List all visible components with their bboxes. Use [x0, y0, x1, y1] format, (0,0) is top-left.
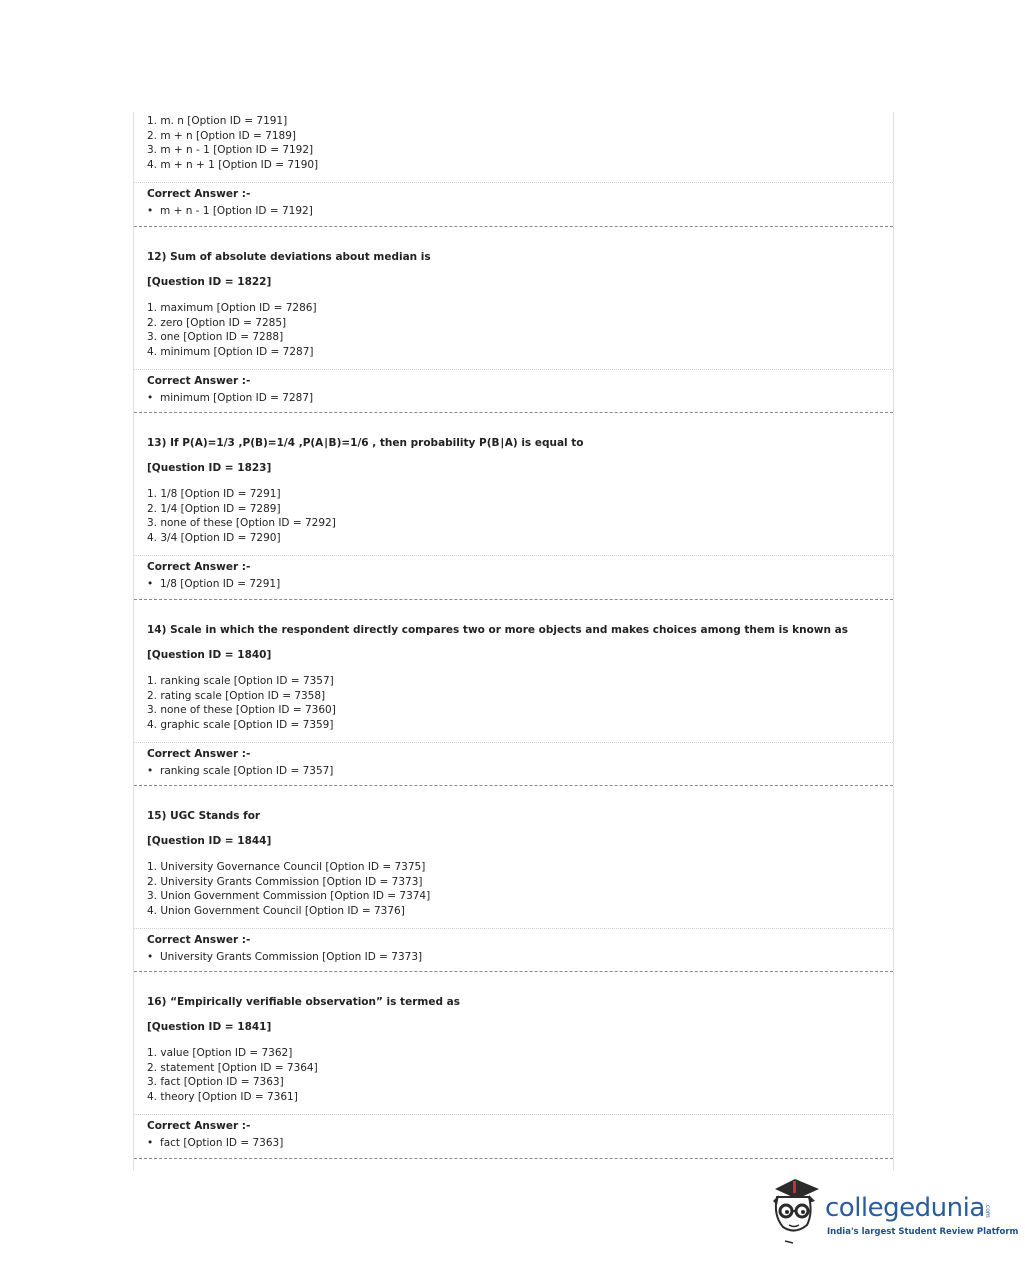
option: 1. m. n [Option ID = 7191]	[147, 115, 288, 127]
option: 2. m + n [Option ID = 7189]	[147, 129, 296, 142]
correct-answer-label: Correct Answer :-	[147, 1120, 251, 1132]
question-title: 12) Sum of absolute deviations about median is	[147, 251, 431, 263]
option: 3. Union Government Commission [Option ID = 7374]	[147, 890, 431, 903]
option-list	[147, 114, 318, 172]
option: 2. zero [Option ID = 7285]	[147, 316, 287, 329]
option: 1. maximum [Option ID = 7286]	[147, 302, 317, 314]
question-title: 16) “Empirically verifiable observation” is termed as	[147, 996, 460, 1008]
correct-answer-value	[147, 205, 313, 217]
question-separator	[134, 412, 893, 413]
bullet: •	[147, 392, 154, 404]
correct-answer-label: Correct Answer :-	[147, 561, 251, 573]
correct-answer-value	[147, 765, 333, 777]
option-list	[147, 487, 336, 545]
question-id: [Question ID = 1844]	[147, 835, 272, 847]
option: 1. value [Option ID = 7362]	[147, 1047, 293, 1059]
question-separator	[134, 599, 893, 600]
correct-answer-value	[147, 951, 422, 963]
correct-answer-label: Correct Answer :-	[147, 188, 251, 200]
bullet: •	[147, 578, 154, 590]
section-divider	[134, 742, 893, 743]
question-id: [Question ID = 1822]	[147, 276, 272, 288]
option: 4. graphic scale [Option ID = 7359]	[147, 718, 334, 731]
correct-answer-text: University Grants Commission [Option ID = 7373]	[160, 951, 423, 963]
question-separator	[134, 226, 893, 227]
bullet: •	[147, 765, 154, 777]
option: 1. University Governance Council [Option ID = 7375]	[147, 861, 426, 873]
option: 2. University Grants Commission [Option ID = 7373]	[147, 875, 423, 888]
correct-answer-text: minimum [Option ID = 7287]	[160, 392, 314, 404]
option: 4. minimum [Option ID = 7287]	[147, 345, 314, 358]
correct-answer-text: ranking scale [Option ID = 7357]	[160, 765, 334, 777]
option: 4. m + n + 1 [Option ID = 7190]	[147, 158, 319, 171]
question-separator	[134, 1158, 893, 1159]
option-list	[147, 674, 336, 732]
option-list	[147, 301, 317, 359]
question-id: [Question ID = 1823]	[147, 462, 272, 474]
correct-answer-text: m + n - 1 [Option ID = 7192]	[160, 205, 313, 217]
section-divider	[134, 182, 893, 183]
question-separator	[134, 785, 893, 786]
correct-answer-label: Correct Answer :-	[147, 748, 251, 760]
section-divider	[134, 928, 893, 929]
logo-suffix: .com	[984, 1203, 991, 1218]
correct-answer-text: 1/8 [Option ID = 7291]	[160, 578, 281, 590]
bullet: •	[147, 205, 154, 217]
option: 3. none of these [Option ID = 7360]	[147, 704, 336, 717]
question-separator	[134, 971, 893, 972]
option: 2. 1/4 [Option ID = 7289]	[147, 502, 281, 515]
collegedunia-logo	[765, 1175, 1019, 1247]
section-divider	[134, 1114, 893, 1115]
logo-tagline: India's largest Student Review Platform	[827, 1227, 1019, 1237]
section-divider	[134, 555, 893, 556]
option: 3. none of these [Option ID = 7292]	[147, 517, 336, 530]
option: 1. 1/8 [Option ID = 7291]	[147, 488, 281, 500]
logo-wordmark: collegedunia	[825, 1193, 985, 1223]
mascot-icon	[765, 1175, 825, 1247]
option: 3. m + n - 1 [Option ID = 7192]	[147, 144, 314, 157]
correct-answer-text: fact [Option ID = 7363]	[160, 1137, 284, 1149]
question-id: [Question ID = 1841]	[147, 1021, 272, 1033]
correct-answer-value	[147, 392, 313, 404]
question-id: [Question ID = 1840]	[147, 649, 272, 661]
option: 4. 3/4 [Option ID = 7290]	[147, 531, 281, 544]
bullet: •	[147, 951, 154, 963]
question-title: 13) If P(A)=1/3 ,P(B)=1/4 ,P(A∣B)=1/6 , then probability P(B∣A) is equal to	[147, 437, 584, 449]
option-list	[147, 1046, 318, 1104]
option: 3. one [Option ID = 7288]	[147, 331, 284, 344]
option: 2. rating scale [Option ID = 7358]	[147, 689, 326, 702]
option: 1. ranking scale [Option ID = 7357]	[147, 675, 334, 687]
question-title: 15) UGC Stands for	[147, 810, 261, 822]
bullet: •	[147, 1137, 154, 1149]
option: 4. Union Government Council [Option ID = 7376]	[147, 904, 405, 917]
correct-answer-value	[147, 1137, 283, 1149]
section-divider	[134, 369, 893, 370]
option: 2. statement [Option ID = 7364]	[147, 1061, 318, 1074]
option: 3. fact [Option ID = 7363]	[147, 1076, 284, 1089]
question-sheet	[133, 112, 894, 1170]
correct-answer-label: Correct Answer :-	[147, 375, 251, 387]
question-title: 14) Scale in which the respondent directly compares two or more objects and makes choices among them is known as	[147, 624, 848, 636]
option-list	[147, 860, 430, 918]
correct-answer-label: Correct Answer :-	[147, 934, 251, 946]
option: 4. theory [Option ID = 7361]	[147, 1090, 298, 1103]
correct-answer-value	[147, 578, 280, 590]
